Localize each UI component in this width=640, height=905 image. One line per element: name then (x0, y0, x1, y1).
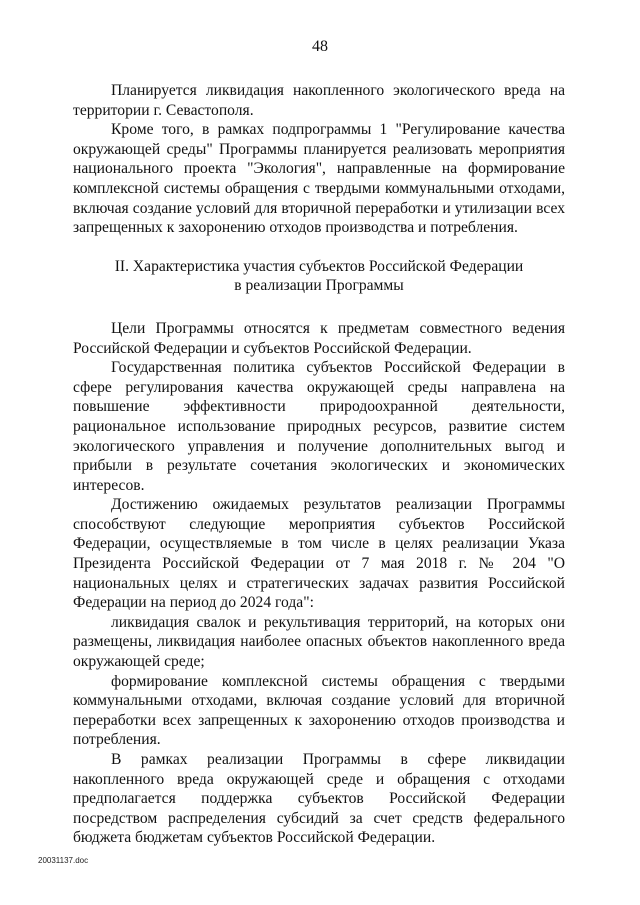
footer-filename: 20031137.doc (38, 856, 89, 865)
paragraph: Достижению ожидаемых результатов реализации Программы способствуют следующие мероприятия субъектов Российской Федерации, осуществляемые в том числе в целях реализации Указа Президента Российской Федерации от 7 мая 2018 г. № 204 "О национальных целях и стратегических задачах развития Российской Федерации на период до 2024 года": (73, 496, 565, 612)
section-heading (73, 257, 565, 296)
paragraph: Планируется ликвидация накопленного экологического вреда на территории г. Севастополя. (73, 82, 565, 119)
paragraph: Кроме того, в рамках подпрограммы 1 "Регулирование качества окружающей среды" Программы планируется реализовать мероприятия национального проекта "Экология", направленные на формирование комплексной системы обращения с твердыми коммунальными отходами, включая создание условий для вторичной переработки и утилизации всех запрещенных к захоронению отходов производства и потребления. (73, 121, 565, 237)
paragraph: Цели Программы относятся к предметам совместного ведения Российской Федерации и субъектов Российской Федерации. (73, 319, 565, 357)
section-heading-line: в реализации Программы (234, 277, 404, 295)
paragraph: В рамках реализации Программы в сфере ликвидации накопленного вреда окружающей среде и обращения с отходами предполагается поддержка субъектов Российской Федерации посредством распределения субсидий за счет средств федерального бюджета бюджетам субъектов Российской Федерации. (73, 751, 565, 847)
paragraph: Государственная политика субъектов Российской Федерации в сфере регулирования качества окружающей среды направлена на повышение эффективности природоохранной деятельности, рациональное использование природных ресурсов, развитие систем экологического управления и получение дополнительных выгод и прибыли в результате сочетания экологических и экономических интересов. (73, 359, 565, 494)
section-heading-line: II. Характеристика участия субъектов Российской Федерации (114, 257, 524, 275)
document-body (73, 81, 565, 848)
page-number: 48 (312, 38, 328, 55)
paragraph: ликвидация свалок и рекультивация территорий, на которых они размещены, ликвидация наиболее опасных объектов накопленного вреда окружающей среде; (73, 613, 565, 671)
paragraph: формирование комплексной системы обращения с твердыми коммунальными отходами, включая создание условий для вторичной переработки всех запрещенных к захоронению отходов производства и потребления. (73, 672, 565, 749)
